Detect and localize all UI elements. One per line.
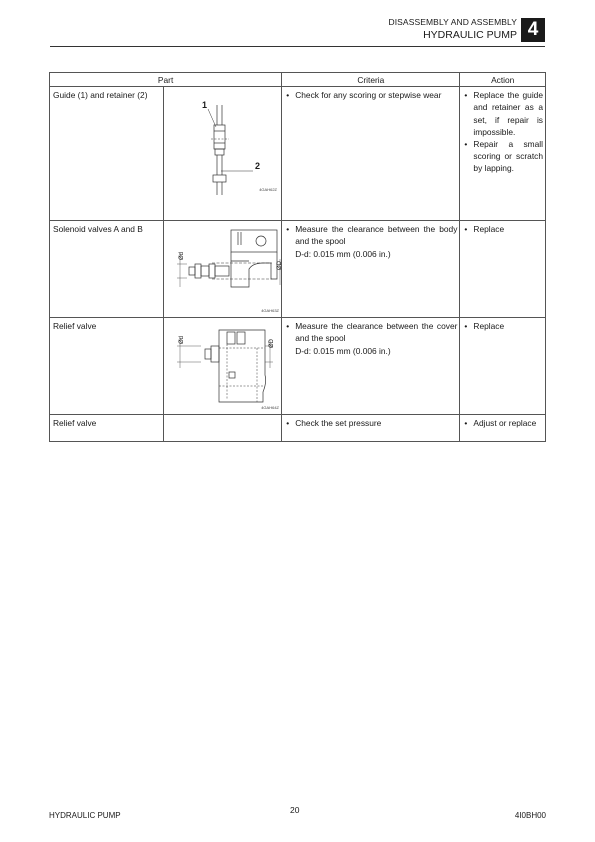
footer-section-title: HYDRAULIC PUMP	[49, 811, 121, 820]
dimension-label-large: ØD	[269, 339, 276, 349]
table-row	[50, 87, 546, 221]
criteria-cell	[282, 87, 460, 221]
dimension-label-small: Ød	[179, 252, 186, 261]
column-header-action: Action	[460, 73, 546, 87]
table-row	[50, 318, 546, 415]
inspection-criteria-table	[49, 72, 546, 442]
criteria-item: • Measure the clearance between the cover and the spool	[285, 320, 457, 344]
header-section: DISASSEMBLY AND ASSEMBLY	[388, 17, 517, 27]
criteria-cell	[282, 221, 460, 318]
column-header-part: Part	[50, 73, 282, 87]
action-cell	[460, 87, 546, 221]
criteria-item: • Measure the clearance between the body and the spool	[285, 223, 457, 247]
guide-retainer-drawing	[167, 89, 283, 218]
action-cell	[460, 415, 546, 442]
criteria-tolerance: D-d: 0.015 mm (0.006 in.)	[295, 345, 391, 356]
criteria-cell	[282, 415, 460, 442]
part-name: Guide (1) and retainer (2)	[50, 87, 164, 221]
header-title: HYDRAULIC PUMP	[423, 29, 517, 41]
criteria-item: • Check for any scoring or stepwise wear	[285, 89, 457, 101]
part-figure-relief-valve	[164, 318, 282, 415]
action-item: • Repair a small scoring or scratch by lapping.	[463, 138, 543, 175]
part-name: Relief valve	[50, 318, 164, 415]
part-figure-empty	[164, 415, 282, 442]
action-item: • Replace the guide and retainer as a set, if repair is impossible.	[463, 89, 543, 138]
figure-code: 4GAH63Z	[261, 308, 280, 314]
action-item: • Replace	[463, 320, 543, 332]
page-number: 20	[290, 805, 300, 815]
action-item: • Adjust or replace	[463, 417, 543, 429]
figure-code: 4GAH64Z	[261, 405, 280, 411]
action-cell	[460, 221, 546, 318]
part-name: Relief valve	[50, 415, 164, 442]
callout-guide: 1	[202, 100, 208, 111]
solenoid-valve-drawing	[167, 223, 283, 315]
table-row	[50, 415, 546, 442]
dimension-label-large: ØD	[277, 261, 284, 271]
table-header-row	[50, 73, 546, 87]
criteria-item: • Check the set pressure	[285, 417, 457, 429]
criteria-cell	[282, 318, 460, 415]
figure-code: 4GAH62Z	[259, 187, 278, 193]
table-row	[50, 221, 546, 318]
dimension-label-small: Ød	[179, 336, 186, 345]
criteria-tolerance: D-d: 0.015 mm (0.006 in.)	[295, 248, 391, 259]
part-name: Solenoid valves A and B	[50, 221, 164, 318]
callout-retainer: 2	[255, 161, 261, 172]
part-figure-guide-retainer	[164, 87, 282, 221]
action-item: • Replace	[463, 223, 543, 235]
action-cell	[460, 318, 546, 415]
relief-valve-drawing	[167, 320, 283, 412]
header-rule	[50, 46, 545, 47]
column-header-criteria: Criteria	[282, 73, 460, 87]
chapter-number-badge: 4	[521, 18, 545, 42]
part-figure-solenoid-valve	[164, 221, 282, 318]
footer-document-code: 4I0BH00	[514, 811, 546, 820]
